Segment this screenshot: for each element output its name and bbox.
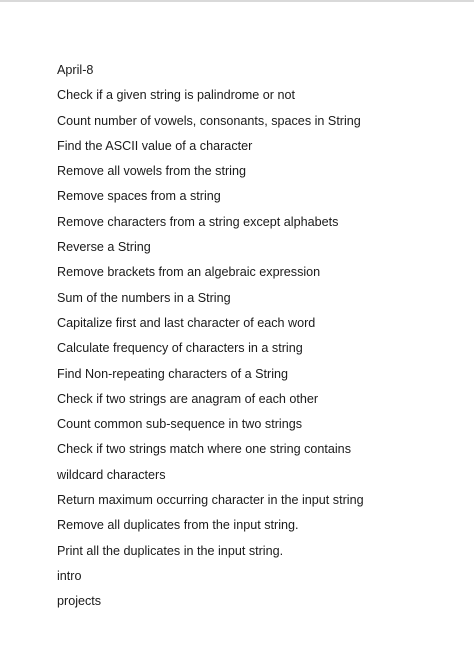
list-item: Remove all vowels from the string — [57, 164, 246, 179]
list-item: Remove brackets from an algebraic expression — [57, 265, 321, 280]
list-item: Capitalize first and last character of each word — [57, 315, 316, 330]
date-heading: April-8 — [57, 63, 94, 77]
list-item: Remove all duplicates from the input string. — [57, 518, 299, 533]
list-item: Remove spaces from a string — [57, 189, 221, 204]
list-item: intro — [57, 568, 82, 583]
list-item: Calculate frequency of characters in a string — [57, 341, 303, 356]
document-page — [57, 58, 467, 615]
list-item: Check if two strings match where one string contains — [57, 442, 351, 457]
list-item: Print all the duplicates in the input string. — [57, 543, 284, 558]
list-item: Find Non-repeating characters of a String — [57, 366, 289, 381]
list-item: Check if two strings are anagram of each other — [57, 391, 319, 406]
list-item-continuation: wildcard characters — [57, 467, 166, 482]
list-item: Sum of the numbers in a String — [57, 290, 231, 305]
list-item: Remove characters from a string except alphabets — [57, 214, 339, 229]
list-item: Check if a given string is palindrome or not — [57, 88, 295, 103]
page-top-border — [0, 0, 474, 2]
list-item: Count common sub-sequence in two strings — [57, 417, 303, 432]
list-item: Count number of vowels, consonants, spaces in String — [57, 113, 361, 128]
list-item: Reverse a String — [57, 240, 151, 255]
list-item: projects — [57, 594, 102, 609]
list-item: Find the ASCII value of a character — [57, 138, 253, 153]
list-item: Return maximum occurring character in the input string — [57, 493, 364, 508]
